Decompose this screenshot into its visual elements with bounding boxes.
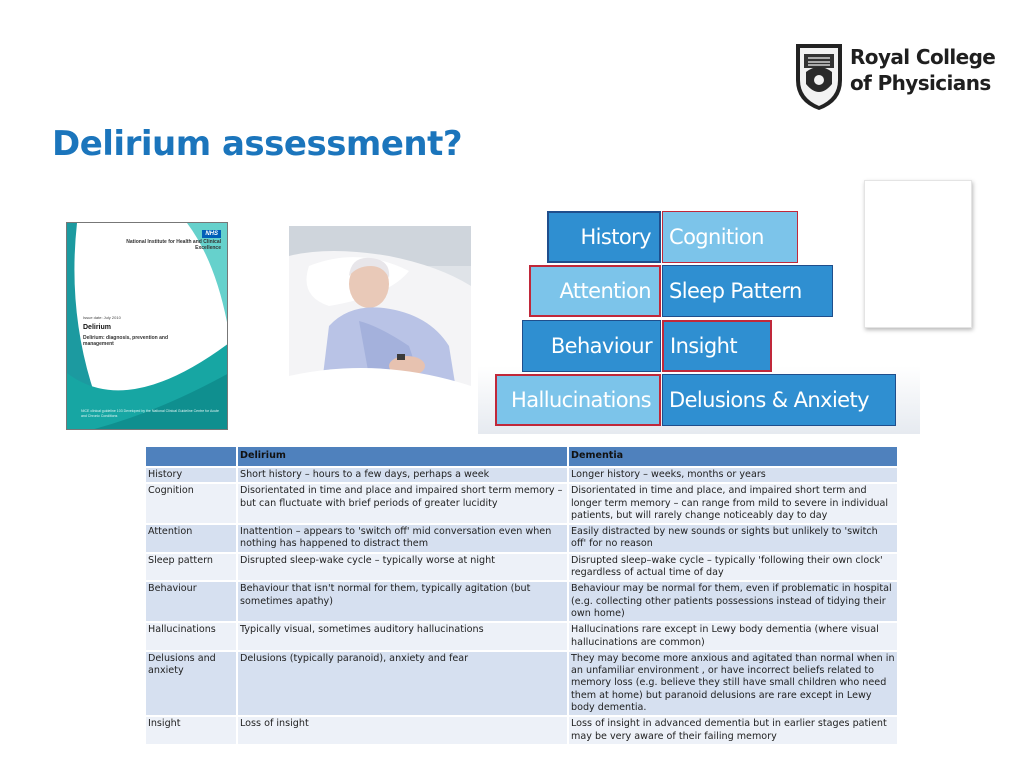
row-label: Insight [146, 716, 237, 745]
dementia-cell: Loss of insight in advanced dementia but in earlier stages patient may be very aware of their failing memory [568, 716, 898, 745]
box-cognition [662, 211, 798, 263]
box-hallucinations [495, 374, 661, 426]
row-label: Cognition [146, 483, 237, 524]
logo-line2: of Physicians [850, 71, 991, 95]
box-attention-label: Attention [559, 279, 651, 303]
dementia-cell: Hallucinations rare except in Lewy body dementia (where visual hallucinations are common) [568, 622, 898, 651]
dementia-cell: Disrupted sleep–wake cycle – typically 'following their own clock' regardless of actual time of day [568, 553, 898, 582]
box-insight [662, 320, 772, 372]
box-insight-label: Insight [670, 334, 737, 358]
row-label: Attention [146, 524, 237, 553]
patient-illustration [289, 226, 471, 408]
row-label: Delusions and anxiety [146, 651, 237, 716]
delirium-dementia-table [146, 447, 898, 746]
table-row [146, 716, 898, 745]
delirium-cell: Inattention – appears to 'switch off' mid conversation even when nothing has happened to distract them [237, 524, 568, 553]
delirium-cell: Typically visual, sometimes auditory hallucinations [237, 622, 568, 651]
table-row [146, 622, 898, 651]
delirium-cell: Short history – hours to a few days, perhaps a week [237, 467, 568, 483]
box-delusions-anxiety [662, 374, 896, 426]
row-label: History [146, 467, 237, 483]
header-dementia: Dementia [568, 447, 898, 467]
box-history-label: History [580, 225, 651, 249]
table-header-row [146, 447, 898, 467]
delirium-cell: Behaviour that isn't normal for them, typically agitation (but sometimes apathy) [237, 581, 568, 622]
nice-guideline-cover [66, 222, 228, 430]
doc-footer: NICE clinical guideline 103 Developed by the National Clinical Guideline Centre for Acute and Chronic Conditions [81, 409, 219, 418]
table-row [146, 651, 898, 716]
rcp-logo [792, 40, 996, 114]
doc-subtitle: Delirium: diagnosis, prevention and management [83, 335, 169, 347]
box-history [547, 211, 661, 263]
box-attention [529, 265, 661, 317]
nhs-badge: NHS [202, 230, 221, 238]
row-label: Sleep pattern [146, 553, 237, 582]
delirium-cell: Disrupted sleep-wake cycle – typically worse at night [237, 553, 568, 582]
patient-in-bed-photo [289, 226, 471, 408]
dementia-cell: Easily distracted by new sounds or sights but unlikely to 'switch off' for no reason [568, 524, 898, 553]
table-row [146, 483, 898, 524]
box-cognition-label: Cognition [669, 225, 764, 249]
nice-organisation: National Institute for Health and Clinical Excellence [126, 239, 221, 251]
issue-date: Issue date: July 2010 [83, 315, 121, 320]
doc-title: Delirium [83, 324, 112, 331]
assessment-domains-diagram [478, 204, 920, 434]
header-delirium: Delirium [237, 447, 568, 467]
delirium-cell: Loss of insight [237, 716, 568, 745]
row-label: Behaviour [146, 581, 237, 622]
box-behaviour [522, 320, 661, 372]
table-row [146, 581, 898, 622]
logo-line1: Royal College [850, 45, 996, 69]
box-sleep-pattern-label: Sleep Pattern [669, 279, 802, 303]
box-hallucinations-label: Hallucinations [511, 388, 651, 412]
table-row [146, 524, 898, 553]
dementia-cell: Longer history – weeks, months or years [568, 467, 898, 483]
dementia-cell: They may become more anxious and agitated than normal when in an unfamiliar environment , or have incorrect beliefs related to memory loss (e.g. believe they still have small children who need them at home) but paranoid delusions are rare except in Lewy body dementia. [568, 651, 898, 716]
row-label: Hallucinations [146, 622, 237, 651]
box-sleep-pattern [662, 265, 833, 317]
box-delusions-anxiety-label: Delusions & Anxiety [669, 388, 869, 412]
dementia-cell: Behaviour may be normal for them, even if problematic in hospital (e.g. collecting other patients possessions instead of tidying their own home) [568, 581, 898, 622]
dementia-cell: Disorientated in time and place, and impaired short term and longer term memory – can range from mild to severe in individual patients, but will rarely change noticeably day to day [568, 483, 898, 524]
delirium-cell: Delusions (typically paranoid), anxiety and fear [237, 651, 568, 716]
delirium-cell: Disorientated in time and place and impaired short term memory – but can fluctuate with brief periods of greater lucidity [237, 483, 568, 524]
table-row [146, 467, 898, 483]
header-corner [146, 447, 237, 467]
rcp-crest-icon [792, 40, 846, 112]
box-behaviour-label: Behaviour [550, 334, 652, 358]
table-row [146, 553, 898, 582]
slide-title: Delirium assessment? [52, 124, 463, 164]
